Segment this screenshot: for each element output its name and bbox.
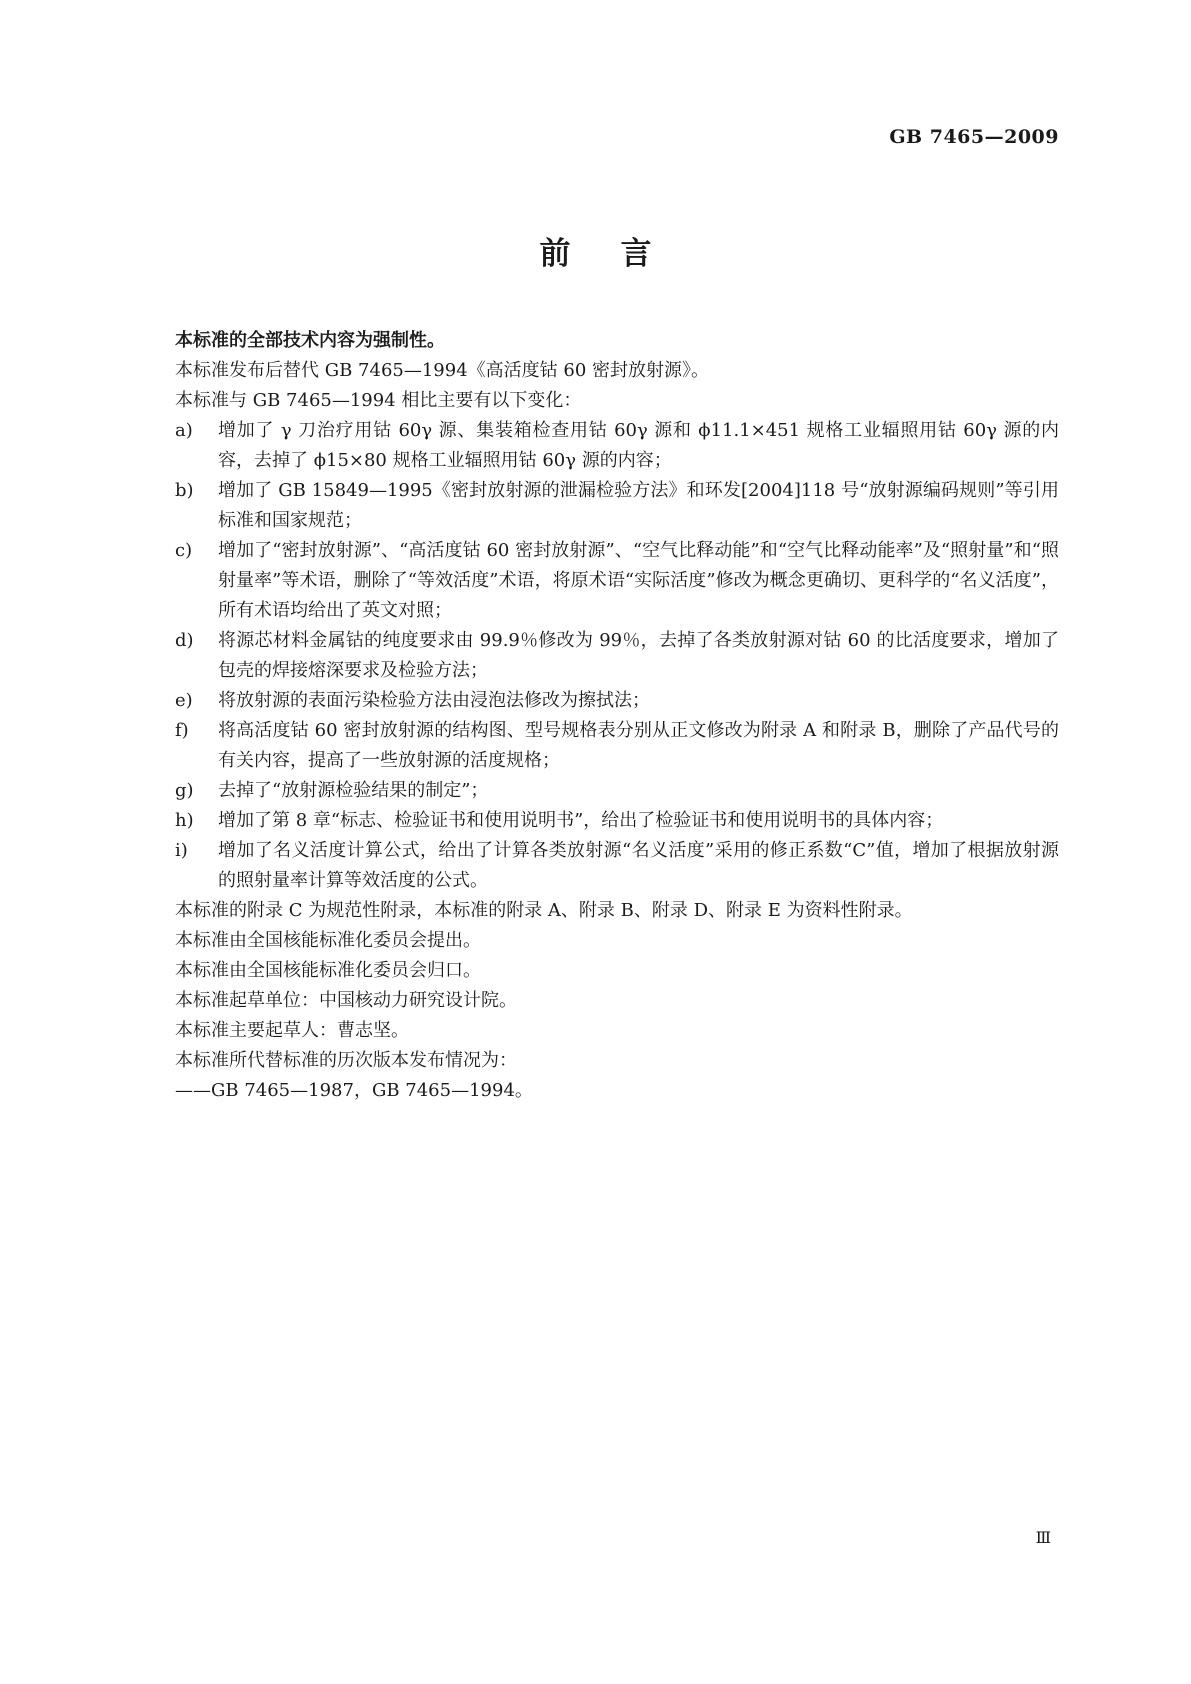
list-item	[175, 716, 1059, 776]
list-item-text: 将放射源的表面污染检验方法由浸泡法修改为擦拭法；	[218, 690, 650, 711]
list-item	[175, 776, 1059, 806]
list-item-text: 增加了 γ 刀治疗用钴 60γ 源、集装箱检查用钴 60γ 源和 ϕ11.1×451 规格工业辐照用钴 60γ 源的内容，去掉了 ϕ15×80 规格工业辐照用钴 60γ 源的内容；	[218, 420, 1059, 471]
list-marker: h)	[175, 810, 194, 831]
list-marker: i)	[175, 840, 188, 861]
list-item-text: 增加了“密封放射源”、“高活度钴 60 密封放射源”、“空气比释动能”和“空气比释动能率”及“照射量”和“照射量率”等术语，删除了“等效活度”术语，将原术语“实际活度”修改为概念更确切、更科学的“名义活度”，所有术语均给出了英文对照；	[218, 540, 1059, 621]
list-marker: c)	[175, 540, 193, 561]
list-item-text: 增加了 GB 15849—1995《密封放射源的泄漏检验方法》和环发[2004]118 号“放射源编码规则”等引用标准和国家规范；	[218, 480, 1059, 531]
list-item-text: 将高活度钴 60 密封放射源的结构图、型号规格表分别从正文修改为附录 A 和附录 B，删除了产品代号的有关内容，提高了一些放射源的活度规格；	[218, 720, 1059, 771]
list-item	[175, 836, 1059, 896]
list-item	[175, 476, 1059, 536]
changes-list	[175, 416, 1059, 896]
standard-code: GB 7465—2009	[889, 126, 1059, 148]
list-marker: e)	[175, 690, 193, 711]
list-item	[175, 686, 1059, 716]
list-marker: f)	[175, 720, 189, 741]
replacement-statement: 本标准发布后替代 GB 7465—1994《高活度钴 60 密封放射源》。	[175, 360, 710, 381]
mandatory-statement: 本标准的全部技术内容为强制性。	[175, 330, 445, 351]
page-number: Ⅲ	[1035, 1528, 1051, 1547]
changes-intro: 本标准与 GB 7465—1994 相比主要有以下变化：	[175, 390, 582, 411]
list-marker: a)	[175, 420, 193, 441]
document-body	[175, 326, 1059, 1106]
list-item	[175, 626, 1059, 686]
list-item	[175, 536, 1059, 626]
list-item	[175, 416, 1059, 476]
previous-editions-list: ——GB 7465—1987，GB 7465—1994。	[175, 1080, 533, 1101]
administrator-statement: 本标准由全国核能标准化委员会归口。	[175, 960, 481, 981]
list-item-text: 增加了名义活度计算公式，给出了计算各类放射源“名义活度”采用的修正系数“C”值，增加了根据放射源的照射量率计算等效活度的公式。	[218, 840, 1059, 891]
list-item-text: 增加了第 8 章“标志、检验证书和使用说明书”，给出了检验证书和使用说明书的具体内容；	[218, 810, 944, 831]
list-item	[175, 806, 1059, 836]
list-item-text: 将源芯材料金属钴的纯度要求由 99.9％修改为 99％，去掉了各类放射源对钴 60 的比活度要求，增加了包壳的焊接熔深要求及检验方法；	[218, 630, 1059, 681]
previous-editions-intro: 本标准所代替标准的历次版本发布情况为：	[175, 1050, 517, 1071]
list-marker: b)	[175, 480, 194, 501]
proposer-statement: 本标准由全国核能标准化委员会提出。	[175, 930, 481, 951]
list-marker: g)	[175, 780, 194, 801]
drafting-unit-statement: 本标准起草单位：中国核动力研究设计院。	[175, 990, 517, 1011]
list-item-text: 去掉了“放射源检验结果的制定”；	[218, 780, 489, 801]
list-marker: d)	[175, 630, 194, 651]
page-title: 前言	[539, 236, 702, 272]
appendix-statement: 本标准的附录 C 为规范性附录，本标准的附录 A、附录 B、附录 D、附录 E 为资料性附录。	[175, 900, 913, 921]
drafter-statement: 本标准主要起草人：曹志坚。	[175, 1020, 409, 1041]
